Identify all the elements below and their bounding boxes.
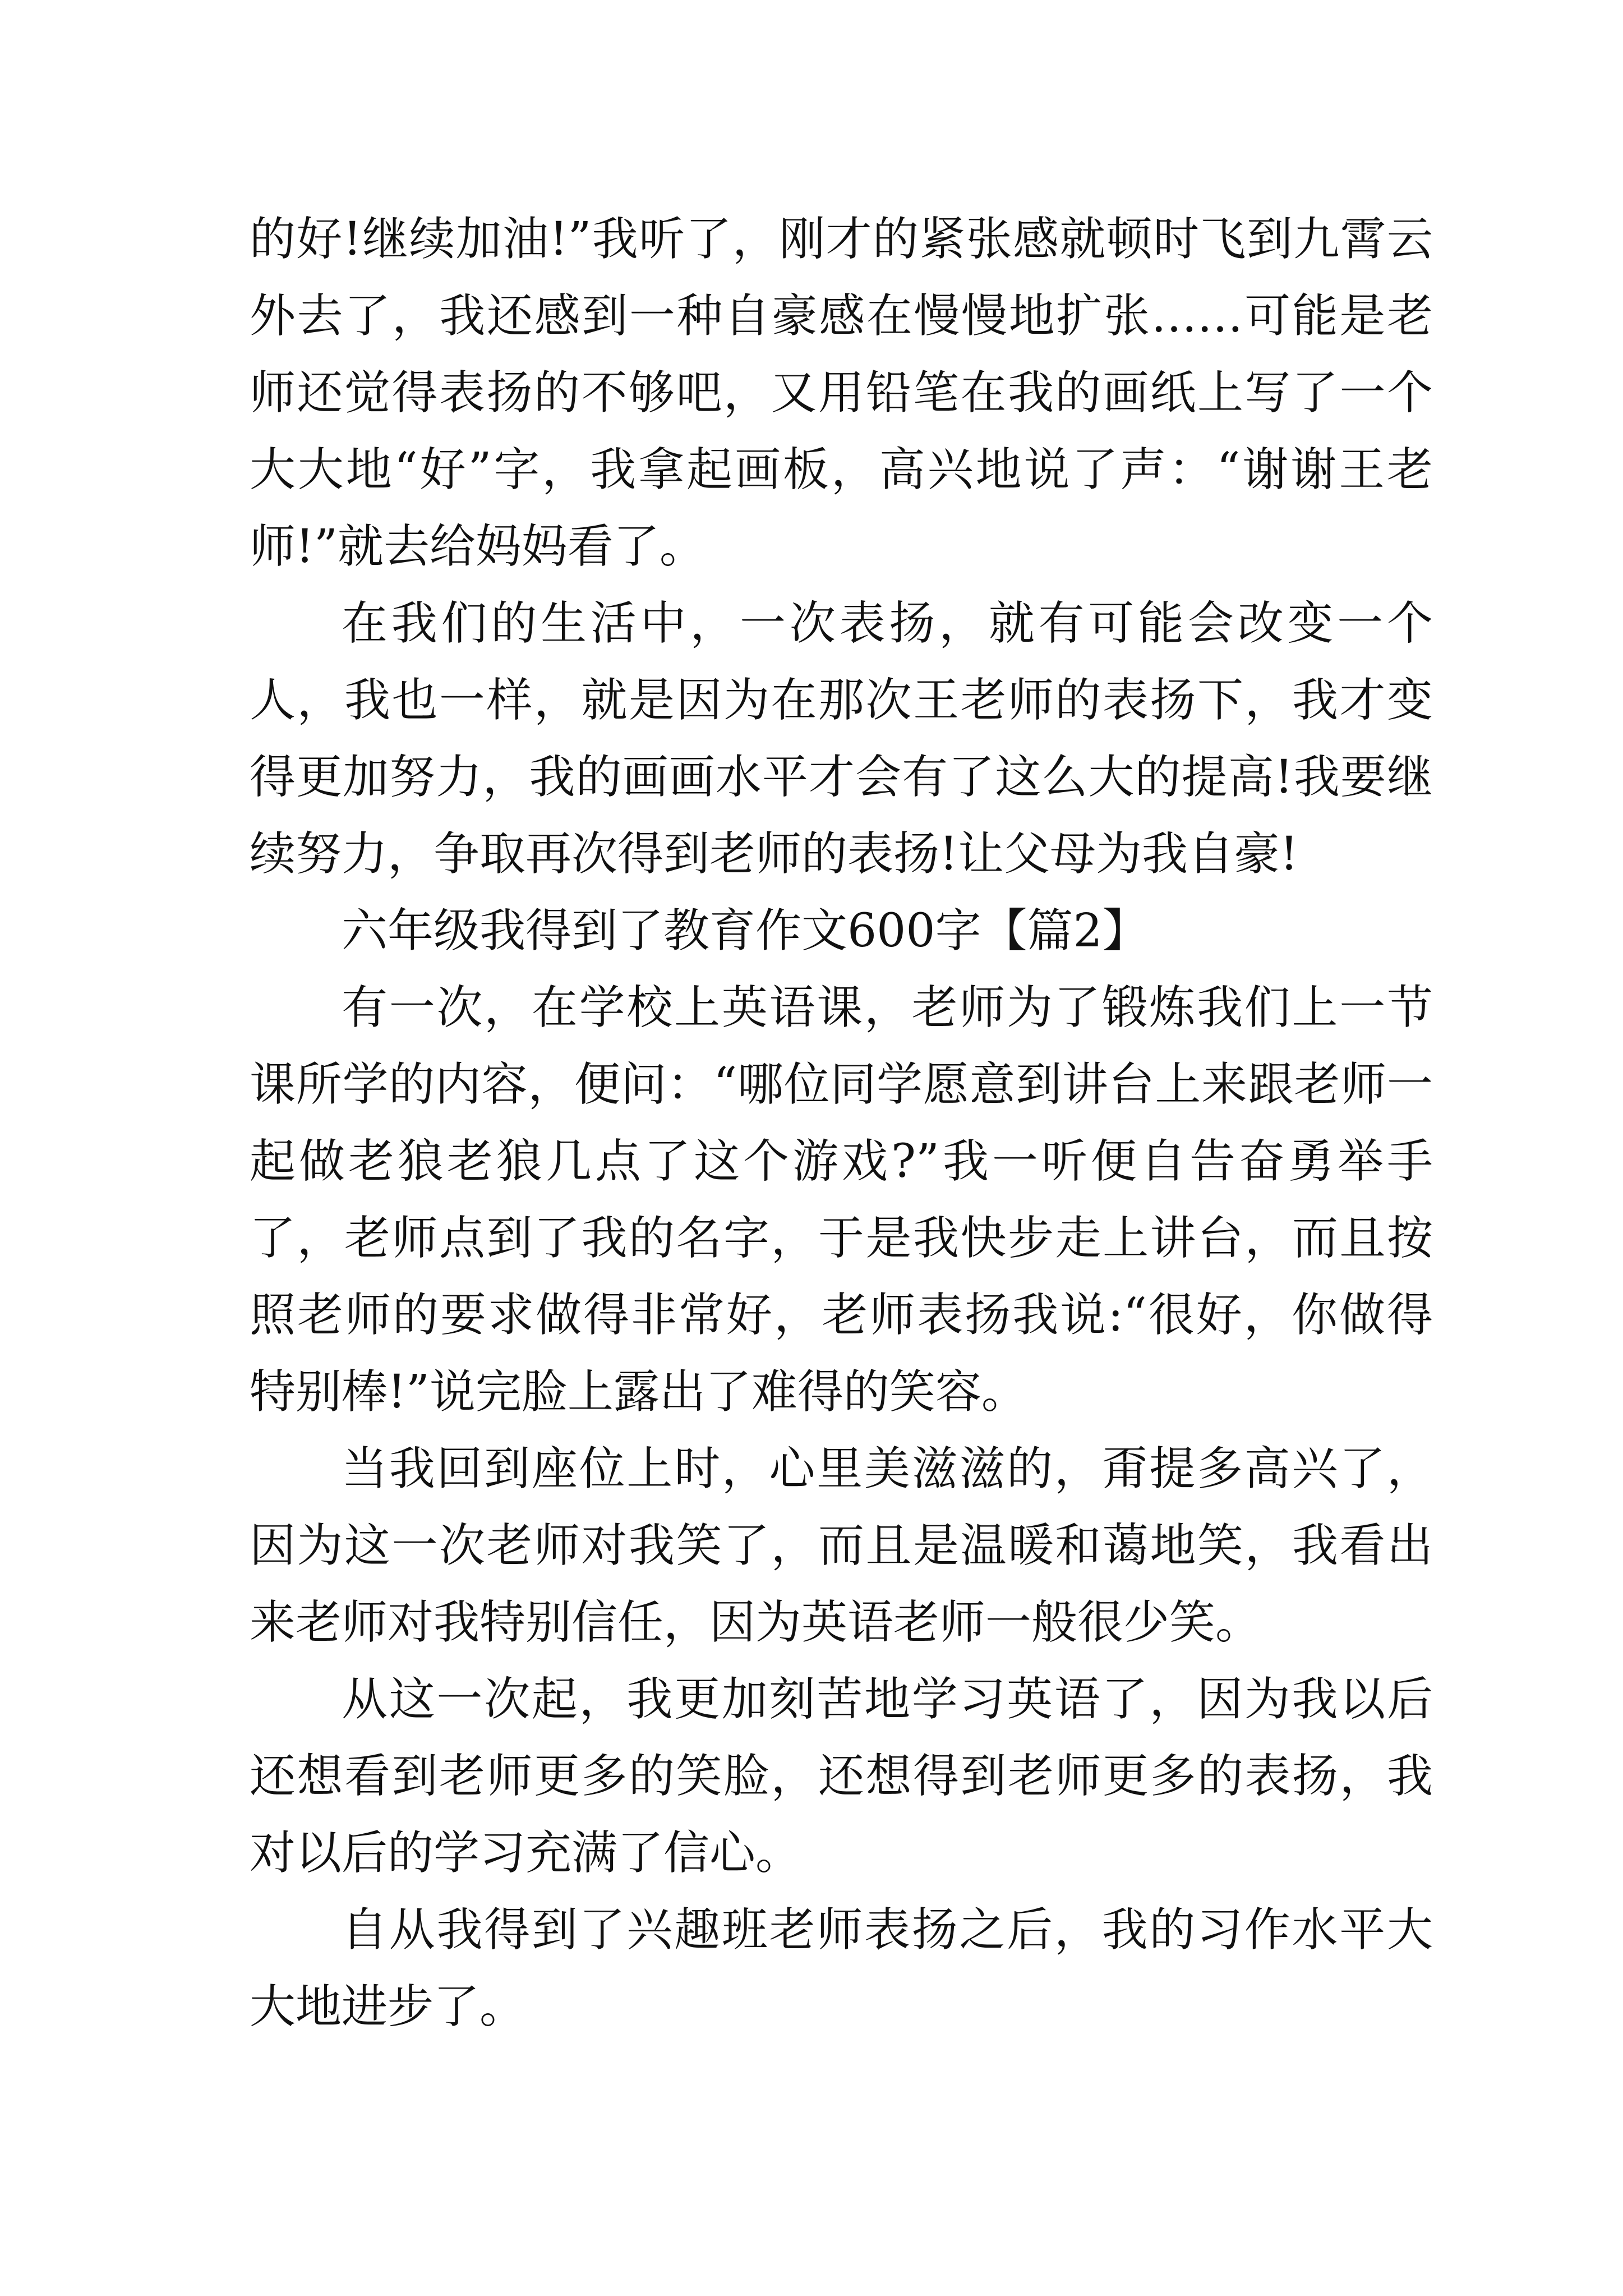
section-heading: 六年级我得到了教育作文600字【篇2】	[342, 904, 1149, 958]
paragraph-continued: 的好!继续加油!”我听了，刚才的紧张感就顿时飞到九霄云外去了，我还感到一种自豪感在慢慢地扩张……可能是老师还觉得表扬的不够吧，又用铅笔在我的画纸上写了一个大大地“好”字，我拿起画板，高兴地说了声：“谢谢王老师!”就去给妈妈看了。	[250, 213, 1433, 573]
paragraph: 在我们的生活中，一次表扬，就有可能会改变一个人，我也一样，就是因为在那次王老师的表扬下，我才变得更加努力，我的画画水平才会有了这么大的提高!我要继续努力，争取再次得到老师的表扬!让父母为我自豪!	[250, 597, 1433, 881]
paragraph: 有一次，在学校上英语课，老师为了锻炼我们上一节课所学的内容，便问：“哪位同学愿意到讲台上来跟老师一起做老狼老狼几点了这个游戏?”我一听便自告奋勇举手了，老师点到了我的名字，于是我快步走上讲台，而且按照老师的要求做得非常好，老师表扬我说:“很好，你做得特别棒!”说完脸上露出了难得的笑容。	[250, 981, 1433, 1419]
paragraph: 自从我得到了兴趣班老师表扬之后，我的习作水平大大地进步了。	[250, 1903, 1433, 2033]
essay-body	[250, 201, 1433, 2045]
paragraph: 当我回到座位上时，心里美滋滋的，甭提多高兴了，因为这一次老师对我笑了，而且是温暖和蔼地笑，我看出来老师对我特别信任，因为英语老师一般很少笑。	[250, 1442, 1433, 1649]
paragraph: 从这一次起，我更加刻苦地学习英语了，因为我以后还想看到老师更多的笑脸，还想得到老师更多的表扬，我对以后的学习充满了信心。	[250, 1673, 1433, 1880]
